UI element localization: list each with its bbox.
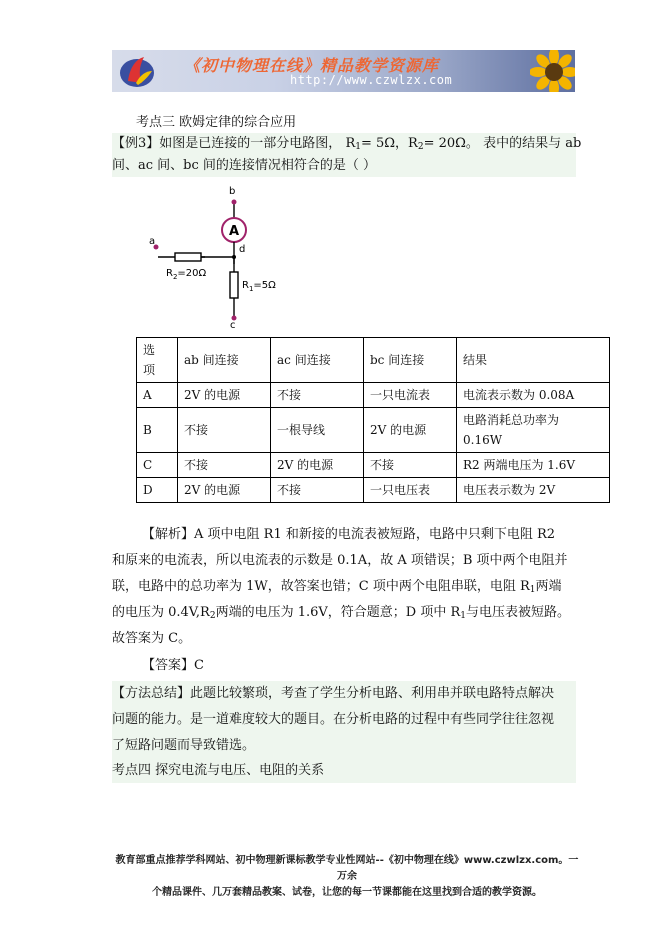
- table-cell: B: [137, 408, 178, 453]
- table-cell: D: [137, 478, 178, 503]
- answer: 【答案】C: [142, 658, 204, 673]
- footer: [112, 853, 582, 901]
- table-cell: 2V 的电源: [364, 408, 457, 453]
- table-cell: A: [137, 383, 178, 408]
- section-title-4: 考点四 探究电流与电压、电阻的关系: [112, 759, 576, 783]
- question-line-1: [112, 133, 582, 155]
- table-cell: 不接: [271, 383, 364, 408]
- r2-sub: 2: [417, 142, 424, 152]
- logo-icon: [118, 53, 156, 89]
- r1-value: = 5Ω，: [360, 136, 409, 151]
- table-row: [137, 383, 610, 408]
- example-tag: 【例3】: [112, 136, 160, 151]
- section-title: 考点三 欧姆定律的综合应用: [136, 115, 297, 130]
- table-cell: C: [137, 453, 178, 478]
- table-header-cell: 选 项: [137, 338, 178, 383]
- label-b: b: [229, 186, 236, 197]
- analysis-line-1: 【解析】A 项中电阻 R1 和新接的电流表被短路，电路中只剩下电阻 R2: [142, 527, 556, 542]
- r1-name: R: [345, 136, 356, 151]
- resistor-r2: [175, 253, 201, 261]
- summary-line-2: 问题的能力。是一道难度较大的题目。在分析电路的过程中有些同学往往忽视: [112, 707, 576, 733]
- table-cell: R2 两端电压为 1.6V: [457, 453, 610, 478]
- r2-value: = 20Ω。: [423, 136, 479, 151]
- table-row: [137, 478, 610, 503]
- table-row: [137, 408, 610, 453]
- banner-title: 《初中物理在线》精品教学资源库: [184, 56, 440, 75]
- r1-label: $R_1=5\Omega$: [242, 280, 276, 293]
- resistor-r1: [230, 272, 238, 298]
- analysis-line-2: 和原来的电流表，所以电流表的示数是 0.1A，故 A 项错误；B 项中两个电阻并: [112, 553, 568, 568]
- label-a: a: [149, 236, 156, 247]
- question-text: 如图是已连接的一部分电路图，: [159, 136, 342, 151]
- label-d: d: [239, 244, 246, 255]
- table-cell: 2V 的电源: [271, 453, 364, 478]
- table-cell: 一根导线: [271, 408, 364, 453]
- terminal-b: [232, 200, 237, 205]
- analysis-line-4: 的电压为 $0.4V,R_2$两端的电压为 1.6V，符合题意；D 项中 $R_1$与电压表被短路。: [112, 605, 570, 621]
- r2-name: R: [408, 136, 418, 151]
- table-cell: 不接: [178, 408, 271, 453]
- footer-line-1: 教育部重点推荐学科网站、初中物理新课标教学专业性网站--《初中物理在线》www.czwlzx.com。一万余: [115, 855, 579, 882]
- table-cell: 一只电流表: [364, 383, 457, 408]
- sunflower-icon: [530, 50, 575, 92]
- table-cell: 不接: [364, 453, 457, 478]
- analysis-line-5: 故答案为 C。: [112, 631, 192, 646]
- ammeter-letter: A: [229, 224, 240, 239]
- table-header-cell: ab 间连接: [178, 338, 271, 383]
- question-line-2: 间、ac 间、bc 间的连接情况相符合的是（ ）: [112, 155, 576, 177]
- table-header-cell: 结果: [457, 338, 610, 383]
- table-cell: 电流表示数为 0.08A: [457, 383, 610, 408]
- banner-url[interactable]: http://www.czwlzx.com: [290, 73, 453, 87]
- label-c: c: [230, 320, 236, 331]
- table-header-cell: bc 间连接: [364, 338, 457, 383]
- node-d: [232, 255, 236, 259]
- question-text-end: 表中的结果与 ab: [483, 136, 582, 151]
- table-cell: 不接: [178, 453, 271, 478]
- circuit-diagram: [140, 182, 310, 332]
- table-cell: 2V 的电源: [178, 478, 271, 503]
- table-cell: 2V 的电源: [178, 383, 271, 408]
- r2-label: $R_2=20\Omega$: [166, 268, 207, 281]
- table-header-cell: ac 间连接: [271, 338, 364, 383]
- table-header-row: [137, 338, 610, 383]
- options-table: [136, 337, 610, 503]
- footer-line-2: 个精品课件、几万套精品教案、试卷，让您的每一节课都能在这里找到合适的教学资源。: [152, 887, 542, 898]
- table-cell: 电路消耗总功率为 0.16W: [457, 408, 610, 453]
- table-cell: 电压表示数为 2V: [457, 478, 610, 503]
- r1-sub: 1: [355, 142, 361, 152]
- summary-line-3: 了短路问题而导致错选。: [112, 733, 576, 759]
- table-cell: 不接: [271, 478, 364, 503]
- summary-line-1: 【方法总结】此题比较繁琐，考查了学生分析电路、利用串并联电路特点解决: [112, 681, 576, 707]
- analysis-line-3: 联，电路中的总功率为 1W，故答案也错；C 项中两个电阻串联，电阻 $R_1$两端: [112, 579, 562, 595]
- header-banner: [112, 50, 575, 92]
- table-cell: 一只电压表: [364, 478, 457, 503]
- table-row: [137, 453, 610, 478]
